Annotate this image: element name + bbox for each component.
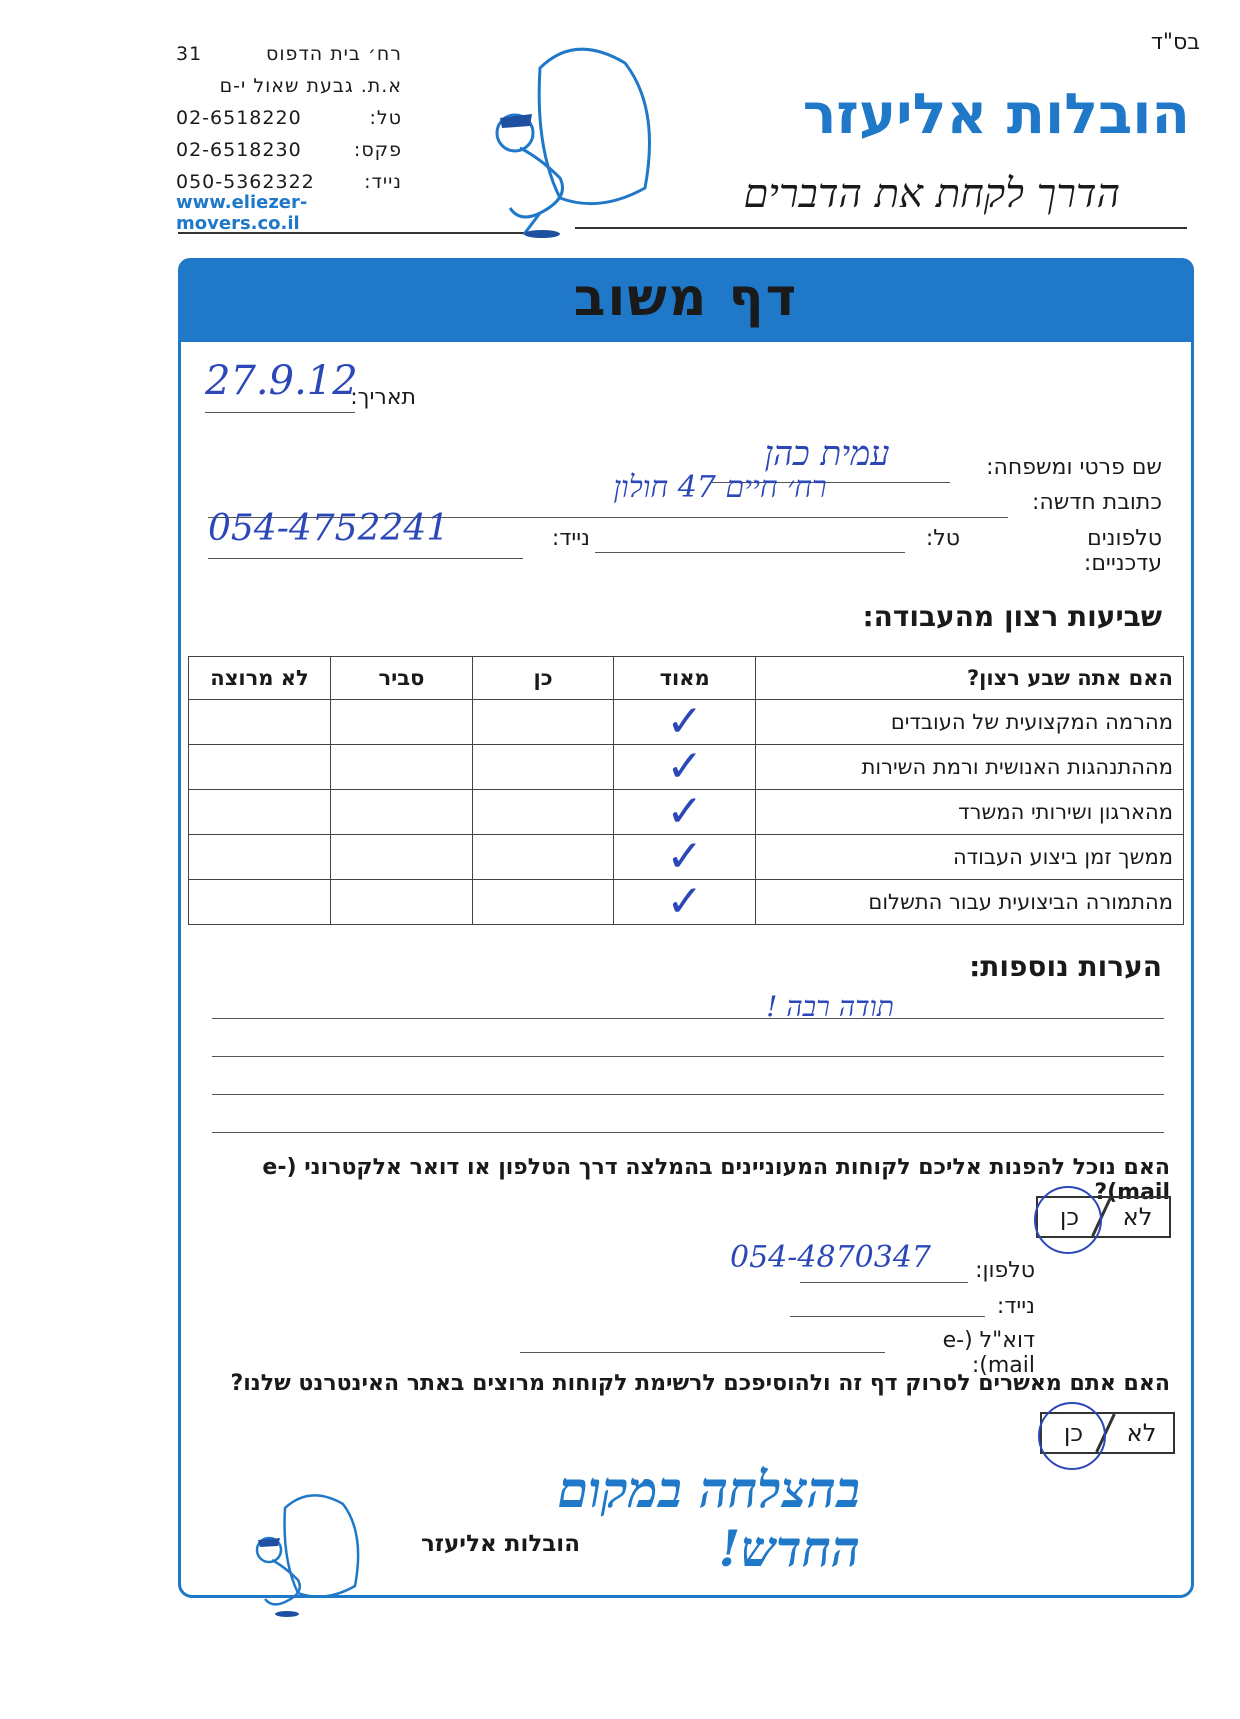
mobile-label: נייד:: [996, 1294, 1035, 1319]
referral-question: האם נוכל להפנות אליכם לקוחות המעוניינים בהמלצה דרך הטלפון או דואר אלקטרוני (e-mail)?: [262, 1155, 1170, 1205]
remarks-line[interactable]: [212, 1092, 1164, 1095]
contact-label: פקס:: [353, 139, 402, 161]
remarks-value: תודה רבה !: [766, 990, 894, 1023]
rating-cell[interactable]: [331, 700, 473, 745]
satisfaction-question: מההתנהגות האנושית ורמת השירות: [756, 745, 1184, 790]
rating-cell[interactable]: [472, 790, 613, 835]
no-option[interactable]: לא: [1122, 1203, 1153, 1231]
rating-cell[interactable]: [472, 745, 613, 790]
rating-cell[interactable]: [189, 790, 331, 835]
table-row: [189, 700, 1184, 745]
check-mark-icon: ✓: [666, 876, 704, 927]
rating-cell[interactable]: [331, 790, 473, 835]
rating-cell[interactable]: [189, 700, 331, 745]
column-header: סביר: [331, 657, 473, 700]
contact-line: [176, 102, 402, 134]
remarks-line[interactable]: [212, 1054, 1164, 1057]
selection-circle: [1034, 1186, 1102, 1254]
rating-cell[interactable]: [614, 786, 756, 837]
contact-label: א.ת. גבעת שאול י-ם: [219, 75, 402, 97]
phone-field[interactable]: [800, 1280, 968, 1283]
contact-value: 02-6518220: [176, 107, 302, 129]
mobile-field[interactable]: [208, 556, 523, 559]
table-header-row: [189, 657, 1184, 700]
yes-label: כן: [1059, 1203, 1080, 1231]
contact-line: [176, 134, 402, 166]
rating-cell[interactable]: [331, 880, 473, 925]
mover-carrying-sack-icon: [245, 1488, 385, 1618]
satisfaction-table: [188, 656, 1184, 925]
phone-label: טלפון:: [975, 1258, 1035, 1283]
referral-yes-no-box[interactable]: [1036, 1196, 1171, 1238]
company-slogan: הדרך לקחת את הדברים: [743, 171, 1120, 217]
selection-circle: [1038, 1402, 1106, 1470]
check-mark-icon: ✓: [666, 786, 704, 837]
mover-carrying-sack-icon: [480, 38, 690, 238]
phone-value: 054-4870347: [730, 1240, 932, 1275]
date-field[interactable]: [205, 410, 355, 413]
no-option[interactable]: לא: [1126, 1419, 1157, 1447]
satisfaction-question: מהתמורה הביצועית עבור התשלום: [756, 880, 1184, 925]
phones-label: טלפונים עדכניים:: [1083, 526, 1162, 576]
table-row: [189, 880, 1184, 925]
contact-label: רח׳ בית הדפוס: [266, 43, 402, 65]
email-field[interactable]: [520, 1350, 885, 1353]
rating-cell[interactable]: [614, 876, 756, 927]
rating-cell[interactable]: [189, 745, 331, 790]
rating-cell[interactable]: [189, 880, 331, 925]
yes-option[interactable]: [1046, 1414, 1101, 1452]
contact-value: 050-5362322: [176, 171, 315, 193]
closing-slogan: בהצלחה במקום החדש!: [557, 1460, 860, 1578]
rating-cell[interactable]: [614, 831, 756, 882]
website-consent-yes-no-box[interactable]: [1040, 1412, 1175, 1454]
contact-value: 31: [176, 43, 203, 65]
table-row: [189, 835, 1184, 880]
closing-company: הובלות אליעזר: [420, 1531, 580, 1557]
column-header: לא מרוצה: [189, 657, 331, 700]
company-name: הובלות אליעזר: [802, 82, 1190, 147]
yes-label: כן: [1063, 1419, 1084, 1447]
rating-cell[interactable]: [472, 880, 613, 925]
rating-cell[interactable]: [472, 700, 613, 745]
mobile-value: 054-4752241: [208, 508, 450, 549]
bsd-mark: בס"ד: [1150, 30, 1200, 55]
remarks-line[interactable]: [212, 1016, 1164, 1019]
name-value: עמית כהן: [764, 434, 890, 474]
column-header: מאוד: [614, 657, 756, 700]
table-row: [189, 745, 1184, 790]
rating-cell[interactable]: [614, 696, 756, 747]
check-mark-icon: ✓: [666, 831, 704, 882]
satisfaction-question: מהרמה המקצועית של העובדים: [756, 700, 1184, 745]
satisfaction-question: מהארגון ושירותי המשרד: [756, 790, 1184, 835]
rating-cell[interactable]: [614, 741, 756, 792]
satisfaction-heading: שביעות רצון מהעבודה:: [862, 600, 1162, 633]
address-value: רח׳ חיים 47 חולון: [613, 470, 827, 505]
mobile-field[interactable]: [790, 1314, 985, 1317]
rating-cell[interactable]: [472, 835, 613, 880]
check-mark-icon: ✓: [666, 741, 704, 792]
remarks-heading: הערות נוספות:: [969, 950, 1162, 983]
website-consent-question: האם אתם מאשרים לסרוק דף זה ולהוסיפכם לרשימת לקוחות מרוצים באתר האינטרנט שלנו?: [230, 1371, 1170, 1396]
tel-label: טל:: [925, 526, 960, 551]
table-row: [189, 790, 1184, 835]
column-header: האם אתה שבע רצון?: [756, 657, 1184, 700]
date-label: תאריך:: [350, 385, 416, 410]
check-mark-icon: ✓: [666, 696, 704, 747]
name-label: שם פרטי ומשפחה:: [986, 455, 1162, 480]
contact-block: [176, 38, 402, 198]
rating-cell[interactable]: [331, 745, 473, 790]
rating-cell[interactable]: [331, 835, 473, 880]
contact-line: [176, 70, 402, 102]
contact-value: 02-6518230: [176, 139, 302, 161]
column-header: כן: [472, 657, 613, 700]
mobile-label: נייד:: [551, 526, 590, 551]
contact-label: נייד:: [364, 171, 402, 193]
contact-label: טל:: [369, 107, 402, 129]
satisfaction-question: ממשך זמן ביצוע העבודה: [756, 835, 1184, 880]
form-title: דף משוב: [573, 268, 799, 328]
remarks-line[interactable]: [212, 1130, 1164, 1133]
date-value: 27.9.12: [205, 358, 358, 404]
tel-field[interactable]: [595, 550, 905, 553]
email-label: דוא"ל (e-mail):: [942, 1328, 1035, 1378]
rating-cell[interactable]: [189, 835, 331, 880]
website-link[interactable]: www.eliezer-movers.co.il: [176, 192, 308, 234]
yes-option[interactable]: [1042, 1198, 1097, 1236]
address-label: כתובת חדשה:: [1031, 490, 1162, 515]
contact-line: [176, 38, 402, 70]
